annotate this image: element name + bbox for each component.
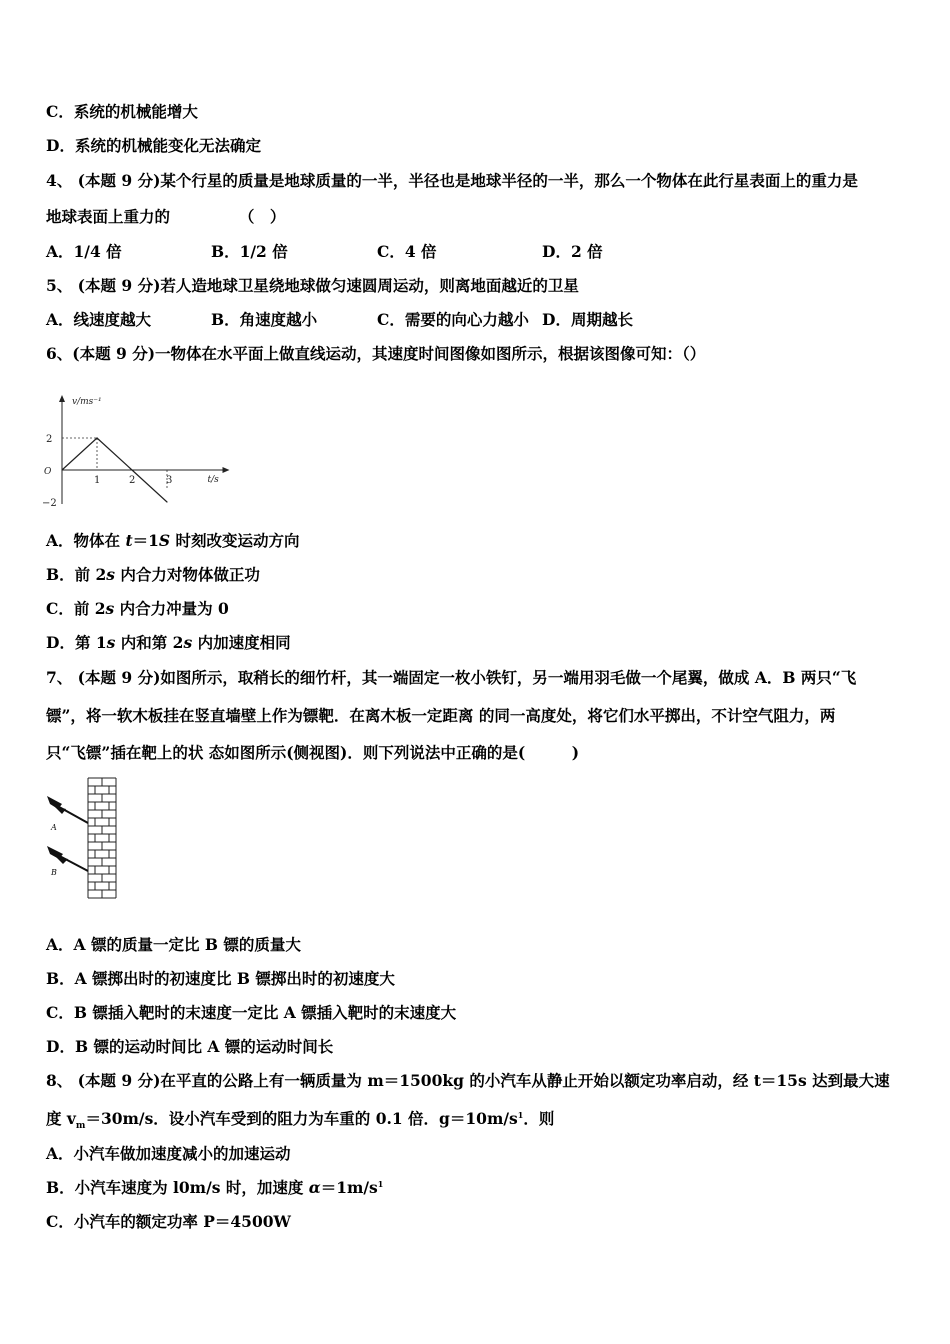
data-point — [166, 501, 167, 502]
q4-option-b: B．1/2 倍 — [211, 242, 288, 261]
q5-option-a: A．线速度越大 — [46, 310, 152, 329]
q6-option-b-unit: s — [106, 565, 116, 584]
q8-stem-line2 — [46, 1109, 555, 1132]
q6-option-a-tail: 时刻改变运动方向 — [170, 531, 300, 550]
q5-option-c: C．需要的向心力越小 — [377, 310, 529, 329]
q4-option-a: A．1/4 倍 — [46, 242, 122, 261]
q4-stem-line2 — [46, 207, 285, 227]
q6-option-a-unit: S — [158, 531, 171, 550]
x-axis-label: t/s — [207, 475, 219, 485]
q6-option-b — [46, 565, 260, 585]
data-point — [96, 437, 97, 438]
origin-label: O — [44, 467, 52, 477]
q3-option-d: D．系统的机械能变化无法确定 — [46, 136, 261, 155]
q6-option-c-tail: 内合力冲量为 0 — [114, 599, 229, 618]
q7-option-a: A．A 镖的质量一定比 B 镖的质量大 — [46, 935, 301, 954]
data-point — [61, 469, 62, 470]
q6-option-a-value: ＝1 — [132, 531, 159, 550]
y-tick-label: −2 — [42, 498, 57, 509]
q3-option-c: C．系统的机械能增大 — [46, 102, 198, 121]
q6-option-d-mid: 内和第 2 — [115, 633, 184, 652]
q8-line2-superscript: 1 — [517, 1109, 524, 1120]
q6-option-d-unit1: s — [106, 633, 116, 652]
q6-option-d-text: D．第 1 — [46, 633, 107, 652]
q6-option-d-tail: 内加速度相同 — [192, 633, 291, 652]
q6-option-a-variable: t — [125, 531, 133, 550]
q7-option-c: C．B 镖插入靶时的末速度一定比 A 镖插入靶时的末速度大 — [46, 1003, 457, 1022]
q8-option-b-variable: α — [308, 1178, 321, 1197]
q8-line2-subscript: m — [75, 1121, 86, 1132]
q6-option-b-text: B．前 2 — [46, 565, 107, 584]
brick-wall — [88, 778, 116, 898]
q7-option-b: B．A 镖掷出时的初速度比 B 镖掷出时的初速度大 — [46, 969, 395, 988]
y-tick-label: 2 — [46, 434, 53, 445]
q6-option-a-text: A．物体在 — [46, 531, 126, 550]
q6-option-c — [46, 599, 229, 619]
q6-option-d-unit2: s — [183, 633, 193, 652]
dart-wall-figure — [44, 776, 124, 904]
q4-option-d: D．2 倍 — [542, 242, 603, 261]
q8-option-a: A．小汽车做加速度减小的加速运动 — [46, 1144, 291, 1163]
q8-stem-line1: 8、 (本题 9 分)在平直的公路上有一辆质量为 m＝1500kg 的小汽车从静止开始以额定功率启动，经 t＝15s 达到最大速 — [46, 1071, 890, 1090]
q8-line2-mid: ＝30m/s．设小汽车受到的阻力为车重的 0.1 倍．g＝10m/s — [85, 1109, 518, 1128]
x-tick-label: 3 — [166, 475, 173, 486]
q7-stem-line2: 镖”，将一软木板挂在竖直墙壁上作为镖靶．在离木板一定距离 的同一高度处，将它们水平掷出，不计空气阻力，两 — [46, 706, 836, 725]
q4-answer-blank: （ ） — [238, 207, 286, 226]
q8-option-b-text: B．小汽车速度为 l0m/s 时，加速度 — [46, 1178, 309, 1197]
x-axis-arrow — [223, 467, 230, 473]
q7-stem-line1: 7、 (本题 9 分)如图所示，取稍长的细竹杆，其一端固定一枚小铁钉，另一端用羽毛做一个尾翼，做成 A．B 两只“飞 — [46, 668, 857, 687]
q6-option-c-text: C．前 2 — [46, 599, 106, 618]
y-axis-label: v/ms⁻¹ — [72, 397, 102, 407]
q8-line2-text: 度 v — [46, 1109, 76, 1128]
x-tick-label: 2 — [129, 475, 136, 486]
chart-labels — [42, 397, 219, 509]
q8-option-b-superscript: 1 — [377, 1178, 384, 1189]
chart-guides — [62, 438, 167, 489]
x-tick-label: 1 — [94, 475, 101, 486]
q6-option-d — [46, 633, 291, 653]
velocity-time-graph — [40, 390, 240, 522]
q5-option-d: D．周期越长 — [542, 310, 633, 329]
q8-line2-tail: ．则 — [523, 1109, 555, 1128]
q6-option-b-tail: 内合力对物体做正功 — [115, 565, 260, 584]
q6-stem: 6、(本题 9 分)一物体在水平面上做直线运动，其速度时间图像如图所示，根据该图像可知：（） — [46, 344, 706, 363]
q5-stem: 5、 (本题 9 分)若人造地球卫星绕地球做匀速圆周运动，则离地面越近的卫星 — [46, 276, 579, 295]
q4-stem-text: 地球表面上重力的 — [46, 207, 171, 226]
y-axis-arrow — [59, 395, 65, 402]
q7-option-d: D．B 镖的运动时间比 A 镖的运动时间长 — [46, 1037, 334, 1056]
q6-option-c-unit: s — [105, 599, 115, 618]
q8-option-b-value: ＝1m/s — [320, 1178, 378, 1197]
dart-a-label: A — [51, 823, 57, 832]
q4-option-c: C．4 倍 — [377, 242, 437, 261]
q8-option-b — [46, 1178, 383, 1198]
dart-a — [47, 796, 88, 823]
data-point — [131, 469, 132, 470]
q5-option-b: B．角速度越小 — [211, 310, 318, 329]
q8-option-c: C．小汽车的额定功率 P＝4500W — [46, 1212, 291, 1231]
q4-stem-line1: 4、 (本题 9 分)某个行星的质量是地球质量的一半，半径也是地球半径的一半，那么一个物体在此行星表面上的重力是 — [46, 171, 858, 190]
q6-option-a — [46, 531, 300, 551]
dart-b-label: B — [51, 868, 57, 877]
q7-stem-line3: 只“飞镖”插在靶上的状 态如图所示(侧视图)．则下列说法中正确的是( ) — [46, 743, 580, 762]
